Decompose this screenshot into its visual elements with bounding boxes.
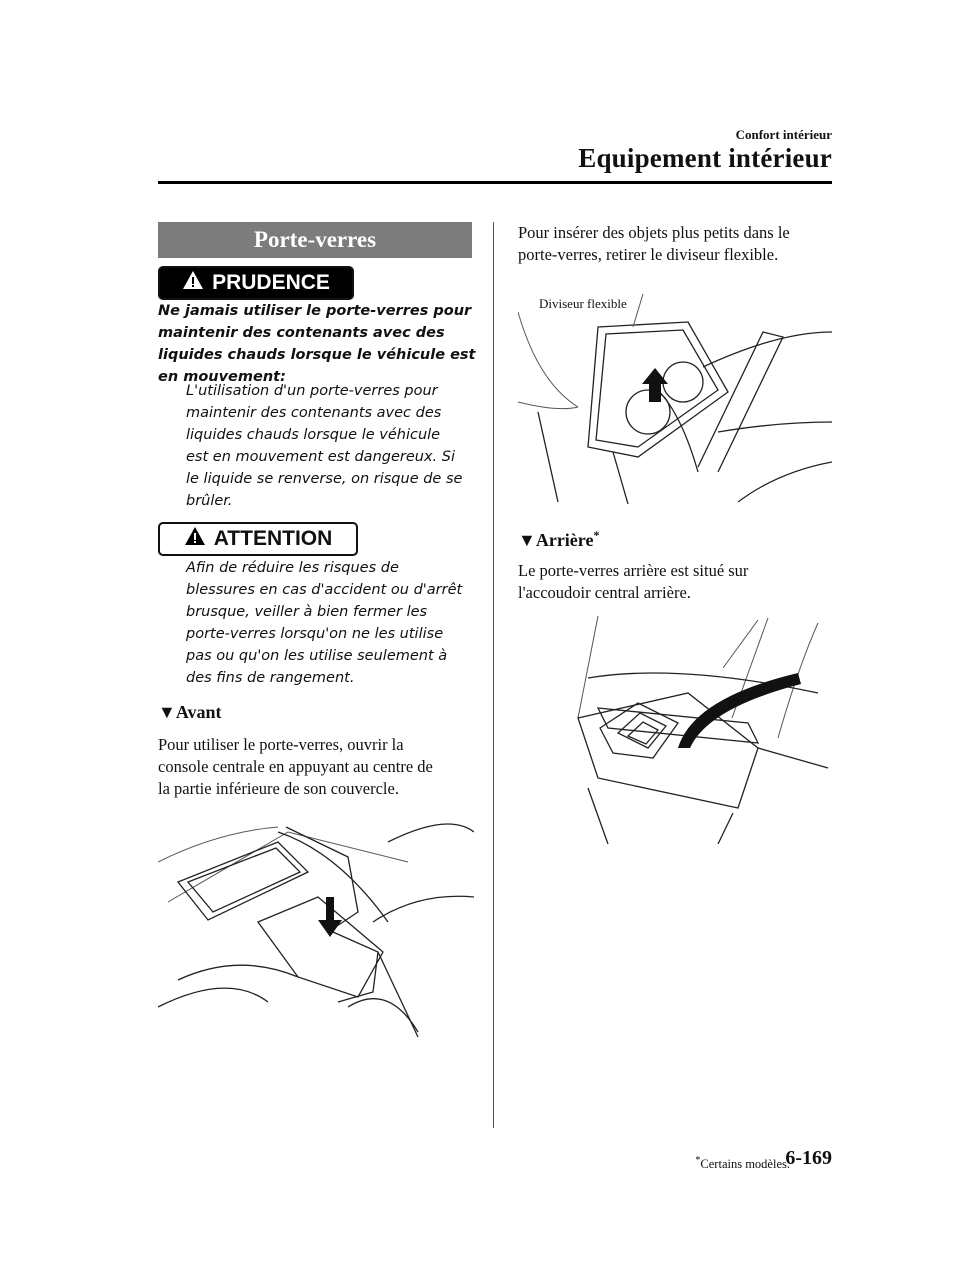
text-line: est en mouvement est dangereux. Si	[186, 449, 455, 465]
front-console-illustration	[158, 802, 474, 1040]
text-line: des fins de rangement.	[186, 670, 355, 686]
text-line: blessures en cas d'accident ou d'arrêt	[186, 582, 463, 598]
right-intro	[518, 222, 790, 266]
optional-star: *	[593, 528, 600, 542]
warning-triangle-icon	[182, 270, 204, 296]
avant-heading-label: Avant	[175, 702, 222, 722]
callout-label: Diviseur flexible	[539, 296, 627, 311]
text-line: brusque, veiller à bien fermer les	[186, 604, 428, 620]
attention-body	[186, 557, 462, 689]
text-line: la partie inférieure de son couvercle.	[158, 779, 399, 798]
text-line: en mouvement:	[158, 369, 286, 385]
chapter-title: Equipement intérieur	[578, 143, 832, 173]
arriere-body	[518, 560, 748, 604]
text-line: console centrale en appuyant au centre de	[158, 757, 433, 776]
footnote-star: *	[695, 1155, 701, 1166]
warning-triangle-icon	[184, 526, 206, 552]
avant-heading	[158, 702, 222, 723]
text-line: le liquide se renverse, on risque de se	[186, 471, 463, 487]
rear-armrest-illustration	[518, 608, 832, 844]
prudence-label: PRUDENCE	[212, 271, 330, 294]
text-line: liquides chauds lorsque le véhicule	[186, 427, 441, 443]
footnote	[695, 1155, 790, 1172]
text-line: liquides chauds lorsque le véhicule est	[158, 347, 476, 363]
footnote-text: Certains modèles.	[700, 1157, 790, 1172]
text-line: Pour utiliser le porte-verres, ouvrir la	[158, 735, 404, 754]
text-line: Pour insérer des objets plus petits dans le	[518, 223, 790, 242]
text-line: porte-verres lorsqu'on ne les utilise	[186, 626, 444, 642]
text-line: Afin de réduire les risques de	[186, 560, 399, 576]
text-line: maintenir des contenants avec des	[186, 405, 442, 421]
attention-badge	[158, 522, 358, 556]
down-triangle-icon: ▼	[518, 530, 536, 550]
text-line: maintenir des contenants avec des	[158, 325, 445, 341]
text-line: pas ou qu'on les utilise seulement à	[186, 648, 448, 664]
text-line: porte-verres, retirer le diviseur flexible.	[518, 245, 779, 264]
prudence-body	[186, 380, 462, 512]
text-line: Le porte-verres arrière est situé sur	[518, 561, 749, 580]
down-triangle-icon: ▼	[158, 702, 176, 722]
text-line: brûler.	[186, 493, 233, 509]
arriere-heading-label: Arrière	[535, 530, 594, 550]
section-label: Confort intérieur	[735, 127, 832, 142]
page-number: 6-169	[785, 1147, 832, 1169]
prudence-lead	[158, 300, 476, 388]
header-rule	[158, 181, 832, 184]
column-divider	[493, 222, 494, 1128]
arriere-heading	[518, 528, 599, 551]
text-line: l'accoudoir central arrière.	[518, 583, 691, 602]
avant-body	[158, 734, 433, 800]
text-line: L'utilisation d'un porte-verres pour	[186, 383, 438, 399]
section-title: Porte-verres	[158, 222, 472, 258]
prudence-badge	[158, 266, 354, 300]
text-line: Ne jamais utiliser le porte-verres pour	[158, 303, 472, 319]
attention-label: ATTENTION	[213, 527, 333, 550]
